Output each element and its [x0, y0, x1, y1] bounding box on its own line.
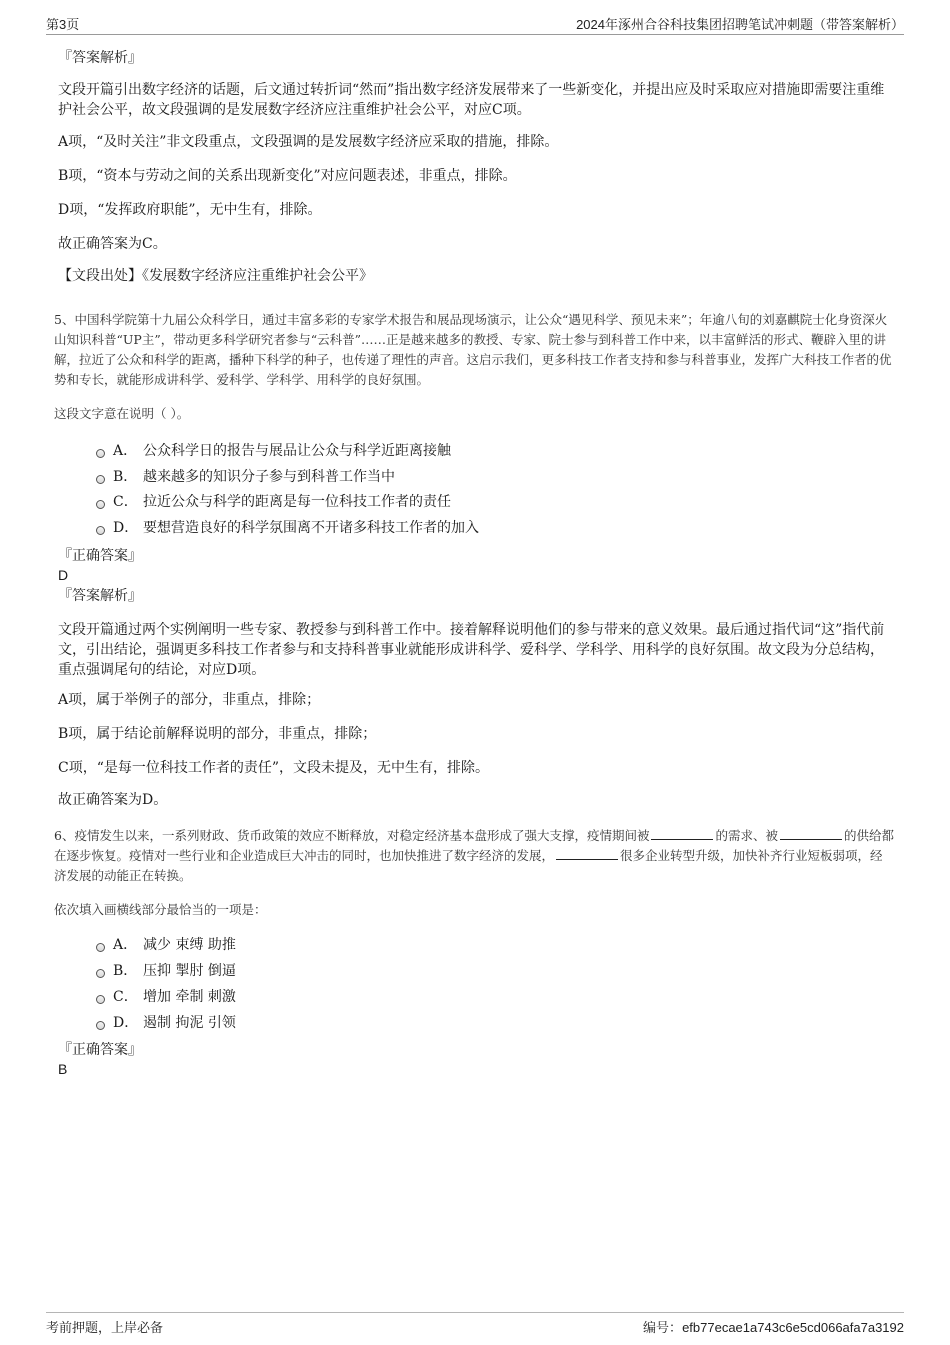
fill-blank-2[interactable] [780, 827, 842, 840]
q6-option-b[interactable]: B． 压抑 掣肘 倒逼 [96, 961, 236, 981]
q5-conclusion: 故正确答案为D。 [58, 792, 168, 808]
page-footer [46, 1312, 904, 1335]
q5-question: 这段文字意在说明（ ）。 [54, 406, 190, 421]
document-code: 编号：efb77ecae1a743c6e5cd066afa7a3192 [643, 1320, 904, 1335]
page-header [46, 12, 904, 35]
radio-button-icon[interactable] [96, 1021, 105, 1030]
q6-stem: 6、疫情发生以来，一系列财政、货币政策的效应不断释放，对稳定经济基本盘形成了强大支撑，疫情期间被 的需求、被 的供给都在逐步恢复。疫情对一些行业和企业造成巨大冲击的同时，也加快推进了数字经济的发展， 很多企业转型升级，加快补齐行业短板弱项，经济发展的动能正在转换。 [54, 828, 894, 883]
radio-button-icon[interactable] [96, 449, 105, 458]
radio-button-icon[interactable] [96, 969, 105, 978]
q6-answer-label: 『正确答案』 [58, 1042, 142, 1058]
q6-answer: B [58, 1061, 68, 1077]
q4-option-d-note: D项，“发挥政府职能”，无中生有，排除。 [58, 202, 322, 218]
radio-button-icon[interactable] [96, 943, 105, 952]
q6-option-d[interactable]: D． 遏制 拘泥 引领 [96, 1013, 236, 1033]
q5-answer-label: 『正确答案』 [58, 548, 142, 564]
q5-option-c[interactable]: C． 拉近公众与科学的距离是每一位科技工作者的责任 [96, 492, 451, 512]
q4-option-b-note: B项，“资本与劳动之间的关系出现新变化”对应问题表述，非重点，排除。 [58, 168, 517, 184]
q4-option-a-note: A项，“及时关注”非文段重点，文段强调的是发展数字经济应采取的措施，排除。 [58, 134, 559, 150]
q5-option-a[interactable]: A． 公众科学日的报告与展品让公众与科学近距离接触 [96, 441, 451, 461]
footer-slogan: 考前押题，上岸必备 [46, 1320, 164, 1335]
q4-analysis-text: 文段开篇引出数字经济的话题，后文通过转折词“然而”指出数字经济发展带来了一些新变化，并提出应及时采取应对措施即需要注重维护社会公平，故文段强调的是发展数字经济应注重维护社会公平，对应C项。 [58, 82, 885, 118]
q5-analysis-label: 『答案解析』 [58, 588, 142, 604]
q6-option-a[interactable]: A． 减少 束缚 助推 [96, 935, 236, 955]
page-number: 第3页 [46, 17, 80, 32]
q6-option-c[interactable]: C． 增加 牵制 刺激 [96, 987, 236, 1007]
radio-button-icon[interactable] [96, 475, 105, 484]
q6-question: 依次填入画横线部分最恰当的一项是： [54, 902, 267, 917]
q5-stem: 5、中国科学院第十九届公众科学日，通过丰富多彩的专家学术报告和展品现场演示，让公众“遇见科学、预见未来”；年逾八旬的刘嘉麒院士化身资深火山知识科普“UP主”，带动更多科学研究者参与“云科普”……正是越来越多的教授、专家、院士参与到科普工作中来，以丰富鲜活的形式、鞭辟入里的讲解，拉近了公众和科学的距离，播种下科学的种子，也传递了理性的声音。这启示我们，更多科技工作者支持和参与科普事业，发挥广大科技工作者的优势和专长，就能形成讲科学、爱科学、学科学、用科学的良好氛围。 [54, 312, 892, 387]
q5-option-c-note: C项，“是每一位科技工作者的责任”，文段未提及，无中生有，排除。 [58, 760, 490, 776]
radio-button-icon[interactable] [96, 526, 105, 535]
q5-answer: D [58, 567, 69, 583]
q5-analysis-text: 文段开篇通过两个实例阐明一些专家、教授参与到科普工作中。接着解释说明他们的参与带来的意义效果。最后通过指代词“这”指代前文，引出结论，强调更多科技工作者参与和支持科普事业就能形成讲科学、爱科学、学科学、用科学的良好氛围。故文段为分总结构，重点强调尾句的结论，对应D项。 [58, 622, 885, 678]
radio-button-icon[interactable] [96, 500, 105, 509]
q4-conclusion: 故正确答案为C。 [58, 236, 167, 252]
fill-blank-1[interactable] [651, 827, 713, 840]
radio-button-icon[interactable] [96, 995, 105, 1004]
q4-source: 【文段出处】《发展数字经济应注重维护社会公平》 [58, 268, 373, 284]
q5-option-b[interactable]: B． 越来越多的知识分子参与到科普工作当中 [96, 467, 395, 487]
q5-option-b-note: B项，属于结论前解释说明的部分，非重点，排除； [58, 726, 377, 742]
fill-blank-3[interactable] [556, 847, 618, 860]
q4-analysis-label: 『答案解析』 [58, 50, 142, 66]
document-title: 2024年涿州合谷科技集团招聘笔试冲刺题（带答案解析） [576, 17, 904, 32]
q5-option-d[interactable]: D． 要想营造良好的科学氛围离不开诸多科技工作者的加入 [96, 518, 479, 538]
q5-option-a-note: A项，属于举例子的部分，非重点，排除； [58, 692, 321, 708]
